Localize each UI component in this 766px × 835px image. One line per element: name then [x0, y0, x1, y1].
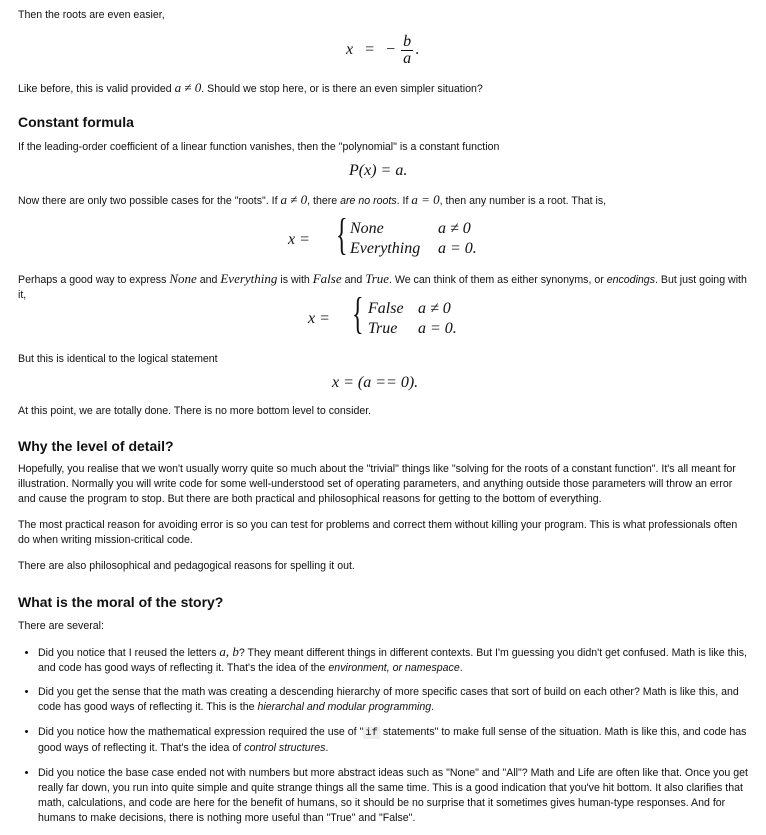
moral-list — [18, 685, 750, 715]
validity-paragraph: Like before, this is valid provided a ≠ 0. Should we stop here, or is there an even simpler situation? — [18, 80, 483, 95]
left-brace: { — [336, 210, 348, 259]
why-paragraph-3: There are also philosophical and pedagogical reasons for spelling it out. — [18, 560, 355, 572]
case-none: None — [350, 220, 384, 237]
list-item: • Did you get the sense that the math was creating a descending hierarchy of more specific cases that sort of build on each other? Math is like this, and code has good ways of reflecting it. This is the hierarchal and modular programming. — [38, 685, 750, 715]
case-false: False — [368, 300, 404, 317]
case-true: True — [368, 320, 398, 337]
constant-paragraph-5: At this point, we are totally done. There is no more bottom level to consider. — [18, 405, 372, 417]
moral-list — [18, 644, 750, 676]
list-item: • Did you notice the base case ended not with numbers but more abstract ideas such as "None" and "All"? Math and Life are often like that. Once you get really far down, you run into quite simple and quite strange things all the same time. This is a good indication that you've hit bottom. It also clarifies that math, calculations, and code are here for the benefit of humans, so it should be no surprise that it sometimes gives human-type responses. And for humans to make decisions, there is nothing more useful than "True" and "False". — [38, 766, 750, 826]
root-equation — [346, 34, 419, 67]
left-brace: { — [352, 289, 364, 338]
logical-equation: x = (a == 0). — [332, 374, 419, 391]
why-paragraph-1: Hopefully, you realise that we won't usually worry quite so much about the "trivial" things like "solving for the roots of a constant function". It's all meant for illustration. Normally you will write code for some well-understood set of operating parameters, and anything outside those parameters will throw an error and cause the program to stop. But there are both practical and philosophical reasons for getting to the bottom of everything. — [18, 463, 736, 505]
case-everything: Everything — [350, 240, 421, 257]
why-paragraph-2: The most practical reason for avoiding error is so you can test for problems and correct them without killing your program. This is what professionals often do when writing mission-critical code. — [18, 519, 738, 546]
fraction-denominator: a — [403, 50, 412, 67]
eq-lhs: x — [346, 41, 354, 59]
inline-math: a ≠ 0 — [174, 80, 202, 95]
heading-level-of-detail: Why the level of detail? — [18, 438, 174, 454]
moral-list — [18, 725, 750, 756]
moral-intro: There are several: — [18, 620, 104, 632]
constant-paragraph-4: But this is identical to the logical statement — [18, 353, 218, 365]
heading-moral: What is the moral of the story? — [18, 594, 224, 610]
eq-minus: − — [386, 41, 396, 59]
intro-line: Then the roots are even easier, — [18, 9, 165, 21]
constant-paragraph-2: Now there are only two possible cases for the "roots". If a ≠ 0, there are no roots. If a = 0, then any number is a root. That is, — [18, 192, 607, 207]
constant-paragraph-3: Perhaps a good way to express None and Everything is with False and True. We can think of them as either synonyms, or encodings. But just going with it, — [18, 271, 747, 301]
fraction — [401, 34, 413, 67]
constant-paragraph-1: If the leading-order coefficient of a linear function vanishes, then the "polynomial" is a constant function — [18, 141, 500, 153]
moral-list — [18, 766, 750, 826]
constant-equation: P(x) = a. — [349, 162, 408, 179]
fraction-numerator: b — [403, 33, 412, 50]
list-item: • Did you notice how the mathematical expression required the use of " if statements" to make full sense of the situation. Math is like this, and code has good ways of reflecting it. That's the idea of control structures. — [38, 725, 750, 756]
inline-code: if — [365, 727, 378, 739]
list-item: • Did you notice that I reused the letters a, b? They meant different things in different contexts. But I'm guessing you didn't get confused. Math is like this, and code has good ways of reflecting it. That's the idea of the environment, or namespace. — [38, 644, 750, 676]
eq-equals: = — [365, 41, 375, 59]
eq-period: . — [415, 41, 420, 59]
heading-constant-formula: Constant formula — [18, 114, 134, 130]
